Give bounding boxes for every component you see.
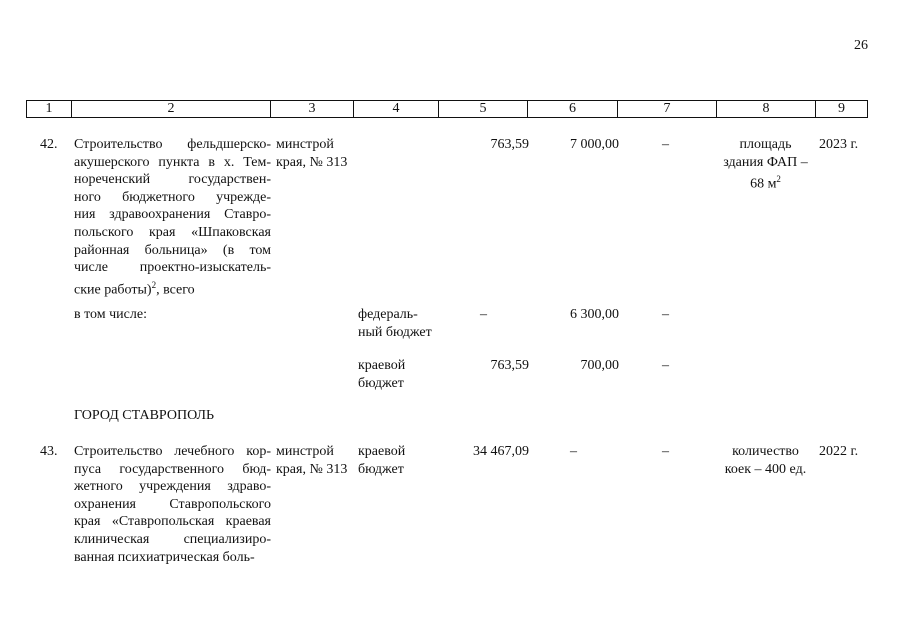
row-42-name-line: нореченский государствен-	[74, 172, 271, 188]
column-header-row	[26, 100, 868, 118]
row-42-name	[74, 136, 271, 299]
regional-col5: 763,59	[490, 358, 529, 373]
row-42-name-last-line: ские работы)$^2$, всего	[74, 279, 195, 298]
row-42-col7: –	[662, 137, 669, 152]
regional-col7: –	[662, 358, 669, 373]
row-43-customer: минстрой края, № 313	[276, 444, 348, 477]
row-43-name-line: жетного учреждения здраво-	[74, 479, 271, 495]
row-43-name-last-line: ванная психиатрическая боль-	[74, 549, 255, 565]
column-header-6: 6	[528, 101, 618, 118]
row-42-name-line: Строительство фельдшерско-	[74, 137, 271, 152]
row-42-number: 42.	[40, 137, 58, 152]
column-header-8: 8	[717, 101, 816, 118]
row-43-col8: количество коек – 400 ед.	[724, 444, 807, 477]
row-43-col6: –	[570, 444, 577, 459]
federal-budget-label: федераль- ный бюджет	[358, 307, 432, 340]
row-42-col6: 7 000,00	[570, 137, 619, 152]
federal-col5: –	[480, 307, 487, 322]
row-42-customer: минстрой края, № 313	[276, 137, 348, 170]
column-header-3: 3	[271, 101, 354, 118]
row-42-col8: площадь здания ФАП – 68 $м^2$	[723, 137, 808, 192]
federal-col7: –	[662, 307, 669, 322]
row-42-name-line: районная больница» (в том	[74, 242, 271, 258]
federal-col6: 6 300,00	[570, 307, 619, 322]
column-header-9: 9	[816, 101, 868, 118]
including-label: в том числе:	[74, 307, 147, 322]
row-43-name-line: края «Ставропольская краевая	[74, 514, 271, 530]
row-43-col7: –	[662, 444, 669, 459]
footnote-mark: 2	[151, 279, 157, 290]
row-42-name-line: числе проектно-изыскатель-	[74, 260, 271, 276]
row-43-number: 43.	[40, 444, 58, 459]
column-header-2: 2	[72, 101, 271, 118]
row-43-col9: 2022 г.	[819, 444, 859, 459]
row-43-col5: 34 467,09	[473, 444, 529, 459]
row-42-name-line: акушерского пункта в х. Тем-	[74, 154, 271, 170]
row-42-name-line: ного бюджетного учрежде-	[74, 189, 271, 205]
row-42-name-line: ния здравоохранения Ставро-	[74, 207, 271, 223]
row-43-name-line: пуса государственного бюд-	[74, 461, 271, 477]
row-42-col5: 763,59	[490, 137, 529, 152]
row-43-name-line: охранения Ставропольского	[74, 496, 271, 512]
regional-budget-label: краевой бюджет	[358, 358, 406, 391]
regional-col6: 700,00	[580, 358, 619, 373]
row-42-name-line: польского края «Шпаковская	[74, 224, 271, 240]
section-title: ГОРОД СТАВРОПОЛЬ	[74, 408, 215, 423]
row-43-budget: краевой бюджет	[358, 444, 406, 477]
row-43-name	[74, 443, 271, 566]
column-header-1: 1	[27, 101, 72, 118]
column-header-7: 7	[618, 101, 717, 118]
row-43-name-line: клиническая специализиро-	[74, 531, 271, 547]
page-number: 26	[854, 38, 868, 53]
row-42-col9: 2023 г.	[819, 137, 859, 152]
column-header-5: 5	[439, 101, 528, 118]
column-header-4: 4	[354, 101, 439, 118]
row-43-name-line: Строительство лечебного кор-	[74, 444, 271, 459]
